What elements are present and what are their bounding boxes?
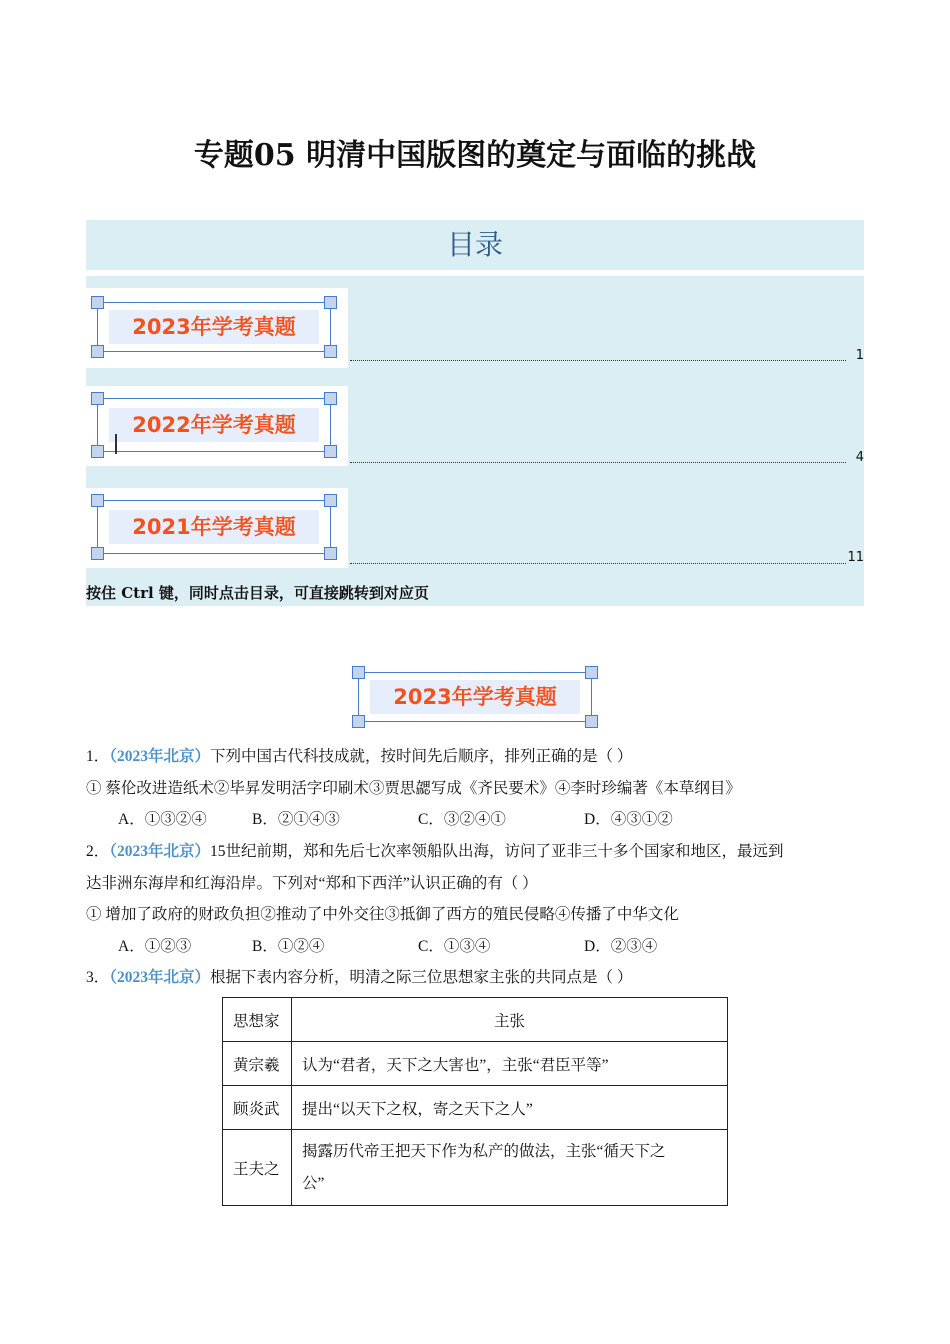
question-2-stem xyxy=(86,842,784,862)
toc-entry-2023[interactable] xyxy=(86,288,864,368)
corner-icon xyxy=(324,445,337,458)
toc-banner xyxy=(91,296,337,358)
corner-icon xyxy=(91,345,104,358)
table-cell-line: 揭露历代帝王把天下作为私产的做法，主张“循天下之 xyxy=(302,1142,666,1160)
corner-icon xyxy=(324,345,337,358)
question-text: 下列中国古代科技成就，按时间先后顺序，排列正确的是（ ） xyxy=(210,748,633,765)
option-d: D．④③①② xyxy=(584,811,673,828)
toc-leader xyxy=(350,563,846,564)
toc-page-number: 11 xyxy=(847,550,864,565)
table-cell: 提出“以天下之权，寄之天下之人” xyxy=(292,1086,728,1130)
toc-leader xyxy=(350,462,846,463)
option-c: C．③②④① xyxy=(418,811,506,828)
question-source: （2023年北京） xyxy=(109,748,211,765)
table-cell: 黄宗羲 xyxy=(223,1042,292,1086)
option-c: C．①③④ xyxy=(418,938,491,955)
corner-icon xyxy=(91,445,104,458)
option-a: A．①③②④ xyxy=(118,811,207,828)
toc-banner xyxy=(91,494,337,560)
toc-heading: 目录 xyxy=(86,220,864,270)
toc-entry-label: 2022年学考真题 xyxy=(109,408,319,442)
question-1-stem xyxy=(86,747,632,767)
corner-icon xyxy=(585,666,598,679)
corner-icon xyxy=(91,547,104,560)
corner-icon xyxy=(91,494,104,507)
toc-entry-label: 2023年学考真题 xyxy=(109,310,319,344)
question-1-line: ① 蔡伦改进造纸术②毕昇发明活字印刷术③贾思勰写成《齐民要术》④李时珍编著《本草纲目》 xyxy=(86,780,741,797)
table-cell: 认为“君者，天下之大害也”，主张“君臣平等” xyxy=(292,1042,728,1086)
question-text: 根据下表内容分析，明清之际三位思想家主张的共同点是（ ） xyxy=(210,969,633,986)
thinkers-table xyxy=(222,997,728,1206)
corner-icon xyxy=(585,715,598,728)
table-cell xyxy=(292,1130,728,1206)
corner-icon xyxy=(324,494,337,507)
toc-page-number: 1 xyxy=(855,348,864,363)
corner-icon xyxy=(324,547,337,560)
corner-icon xyxy=(324,296,337,309)
corner-icon xyxy=(324,392,337,405)
option-a: A．①②③ xyxy=(118,938,192,955)
corner-icon xyxy=(352,715,365,728)
toc-note: 按住 Ctrl 键，同时点击目录，可直接跳转到对应页 xyxy=(86,584,429,602)
table-header-row xyxy=(223,998,728,1042)
toc-banner-bg xyxy=(86,488,348,568)
table-cell: 顾炎武 xyxy=(223,1086,292,1130)
option-d: D．②③④ xyxy=(584,938,658,955)
page-title: 专题05 明清中国版图的奠定与面临的挑战 xyxy=(193,138,757,173)
table-row xyxy=(223,1086,728,1130)
corner-icon xyxy=(91,392,104,405)
section-banner xyxy=(352,666,598,728)
table-row xyxy=(223,1042,728,1086)
question-text: 15世纪前期，郑和先后七次率领船队出海，访问了亚非三十多个国家和地区，最远到 xyxy=(210,843,784,860)
toc-leader xyxy=(350,360,846,361)
question-number: 3． xyxy=(86,969,110,986)
toc-entry-2021[interactable] xyxy=(86,488,864,568)
question-3-stem xyxy=(86,968,632,988)
question-source: （2023年北京） xyxy=(109,843,211,860)
section-banner-label: 2023年学考真题 xyxy=(370,680,580,714)
table-cell: 王夫之 xyxy=(223,1130,292,1206)
corner-icon xyxy=(91,296,104,309)
question-source: （2023年北京） xyxy=(109,969,211,986)
toc-entry-2022[interactable] xyxy=(86,386,864,466)
question-number: 1． xyxy=(86,748,110,765)
option-b: B．②①④③ xyxy=(252,811,340,828)
toc-banner-bg xyxy=(86,288,348,368)
table-cell-line: 公” xyxy=(302,1174,325,1192)
corner-icon xyxy=(352,666,365,679)
question-2-line: ① 增加了政府的财政负担②推动了中外交往③抵御了西方的殖民侵略④传播了中华文化 xyxy=(86,906,679,923)
option-b: B．①②④ xyxy=(252,938,325,955)
question-number: 2． xyxy=(86,843,110,860)
table-row xyxy=(223,1130,728,1206)
toc-banner-bg xyxy=(86,386,348,466)
text-cursor xyxy=(115,434,117,454)
question-2-line: 达非洲东海岸和红海沿岸。下列对“郑和下西洋”认识正确的有（ ） xyxy=(86,875,538,892)
toc-entry-label: 2021年学考真题 xyxy=(109,510,319,544)
toc-panel xyxy=(86,276,864,606)
toc-banner xyxy=(91,392,337,458)
table-header-cell: 主张 xyxy=(292,998,728,1042)
table-header-cell: 思想家 xyxy=(223,998,292,1042)
toc-page-number: 4 xyxy=(855,450,864,465)
